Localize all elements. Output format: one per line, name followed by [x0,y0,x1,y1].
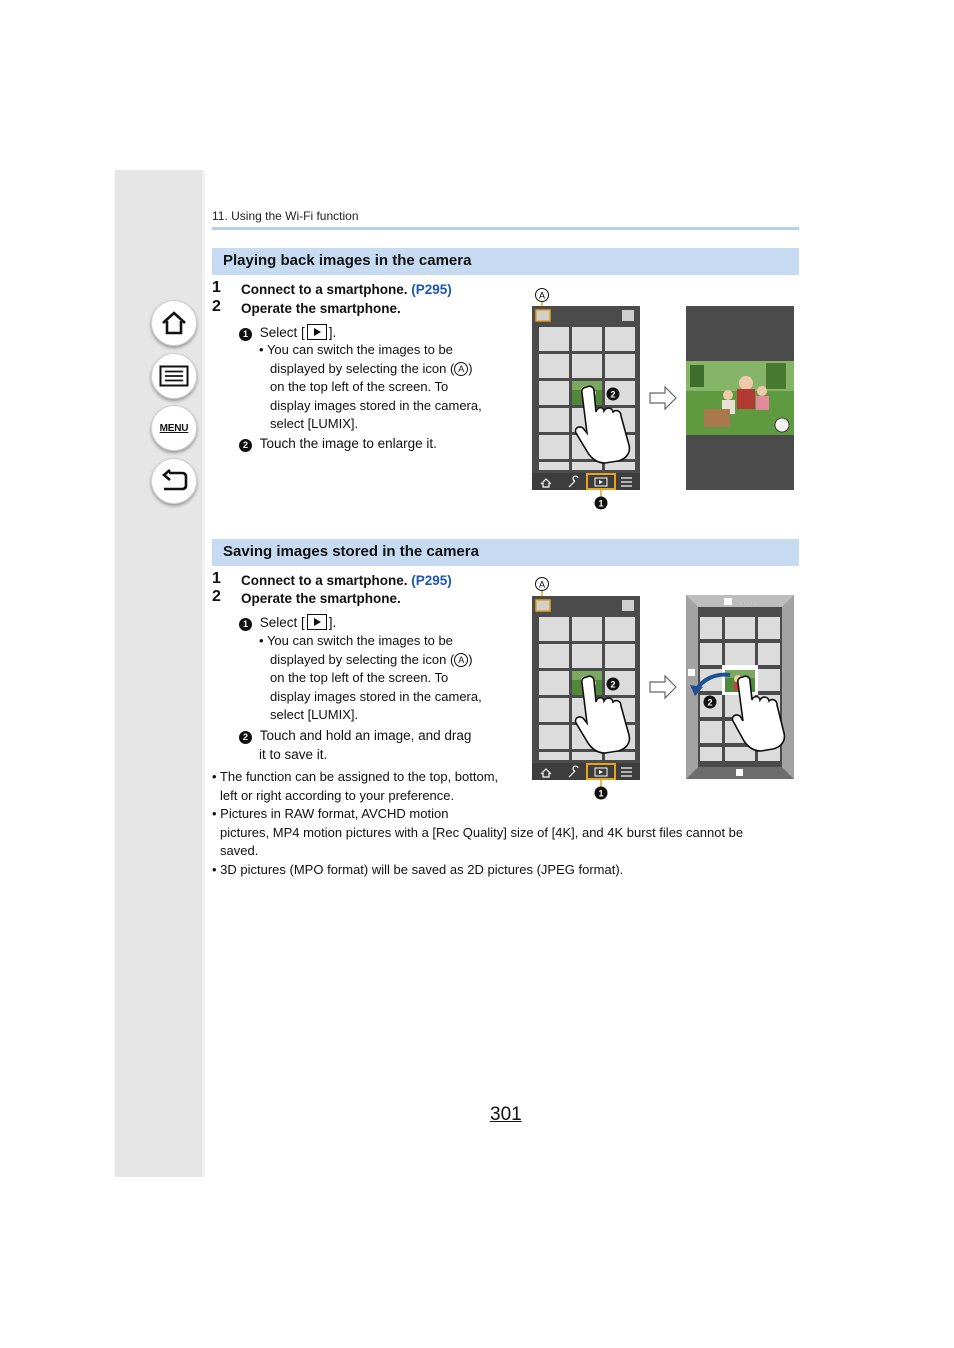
section-title: Saving images stored in the camera [223,543,479,560]
bullet-line: displayed by selecting the icon ( A ) [270,360,473,376]
svg-text:1: 1 [598,498,604,509]
menu-icon: MENU [159,422,189,434]
substep [239,436,437,452]
bullet-line: • You can switch the images to be [259,342,453,357]
note-line: • Pictures in RAW format, AVCHD motion [212,806,449,821]
svg-text:· · · · ·: · · · · · [739,601,757,607]
svg-text:A: A [538,579,546,590]
substep [239,324,336,341]
bullet-note [259,341,509,434]
svg-text:1: 1 [598,788,604,799]
label-a-icon: A [454,362,468,376]
step-number: 1 [212,570,221,587]
list-icon [159,365,189,387]
note-line: • 3D pictures (MPO format) will be saved as 2D pictures (JPEG format). [212,861,624,877]
bullet-line: display images stored in the camera, [270,688,482,704]
section-title: Playing back images in the camera [223,252,472,269]
substep [239,614,336,631]
play-icon [307,324,327,340]
substep-close: ]. [328,615,337,630]
arrow-right-icon [650,387,676,409]
substep-text: Touch and hold an image, and drag [259,728,472,743]
note-line: • The function can be assigned to the top, bottom, [212,769,499,784]
substep-text: Touch the image to enlarge it. [259,436,437,451]
arrow-right-icon [650,676,676,698]
enlarged-photo [686,361,794,435]
note-line: left or right according to your preference. [220,787,455,803]
bullet-line: select [LUMIX]. [270,707,359,722]
substep-close: ]. [328,325,337,340]
page-number: 301 [490,1104,522,1125]
substep-select-label: Select [ [259,325,305,340]
step-text [241,282,452,297]
notes [212,768,802,879]
home-icon [160,310,188,336]
svg-text:2: 2 [610,679,616,690]
header-rule [212,227,799,230]
play-icon [307,614,327,630]
substep-select-label: Select [ [259,615,305,630]
substep-number: 1 [239,618,252,631]
step-text: Operate the smartphone. [241,301,401,316]
page-link[interactable]: (P295) [411,573,452,588]
step-number: 1 [212,279,221,296]
section-header-saving [212,539,799,566]
step-text: Operate the smartphone. [241,591,401,606]
svg-text:2: 2 [707,697,713,708]
step-label: Connect to a smartphone. [241,282,408,297]
substep-number: 2 [239,439,252,452]
bullet-line: display images stored in the camera, [270,397,482,413]
label-a-icon: A [454,653,468,667]
step-number: 2 [212,298,221,315]
step-text [241,573,452,588]
substep-text: it to save it. [259,747,328,762]
back-icon [160,469,188,493]
label-a: A [538,290,546,301]
section-header-playback [212,248,799,275]
step-number: 2 [212,588,221,605]
substep-number: 1 [239,328,252,341]
bullet-note [259,632,509,725]
back-button[interactable] [151,458,197,504]
substep-number: 2 [239,731,252,744]
source-toggle-icon [536,600,550,611]
bullet-line: displayed by selecting the icon ( A ) [270,651,473,667]
note-line: saved. [220,843,259,858]
source-toggle-icon [536,310,550,321]
bullet-line: on the top left of the screen. To [270,670,449,685]
substep [239,726,471,764]
figure-playback [530,285,800,515]
contents-button[interactable] [151,353,197,399]
corner-icon [622,310,634,321]
breadcrumb: 11. Using the Wi-Fi function [212,209,359,223]
page-link[interactable]: (P295) [411,282,452,297]
svg-text:2: 2 [610,389,616,400]
step-label: Connect to a smartphone. [241,573,408,588]
corner-icon [622,600,634,611]
bullet-line: on the top left of the screen. To [270,379,449,394]
note-line: pictures, MP4 motion pictures with a [Rec Quality] size of [4K], and 4K burst files cannot be [220,824,744,840]
home-button[interactable] [151,300,197,346]
menu-button[interactable] [151,405,197,451]
bullet-line: • You can switch the images to be [259,633,453,648]
bullet-line: select [LUMIX]. [270,416,359,431]
